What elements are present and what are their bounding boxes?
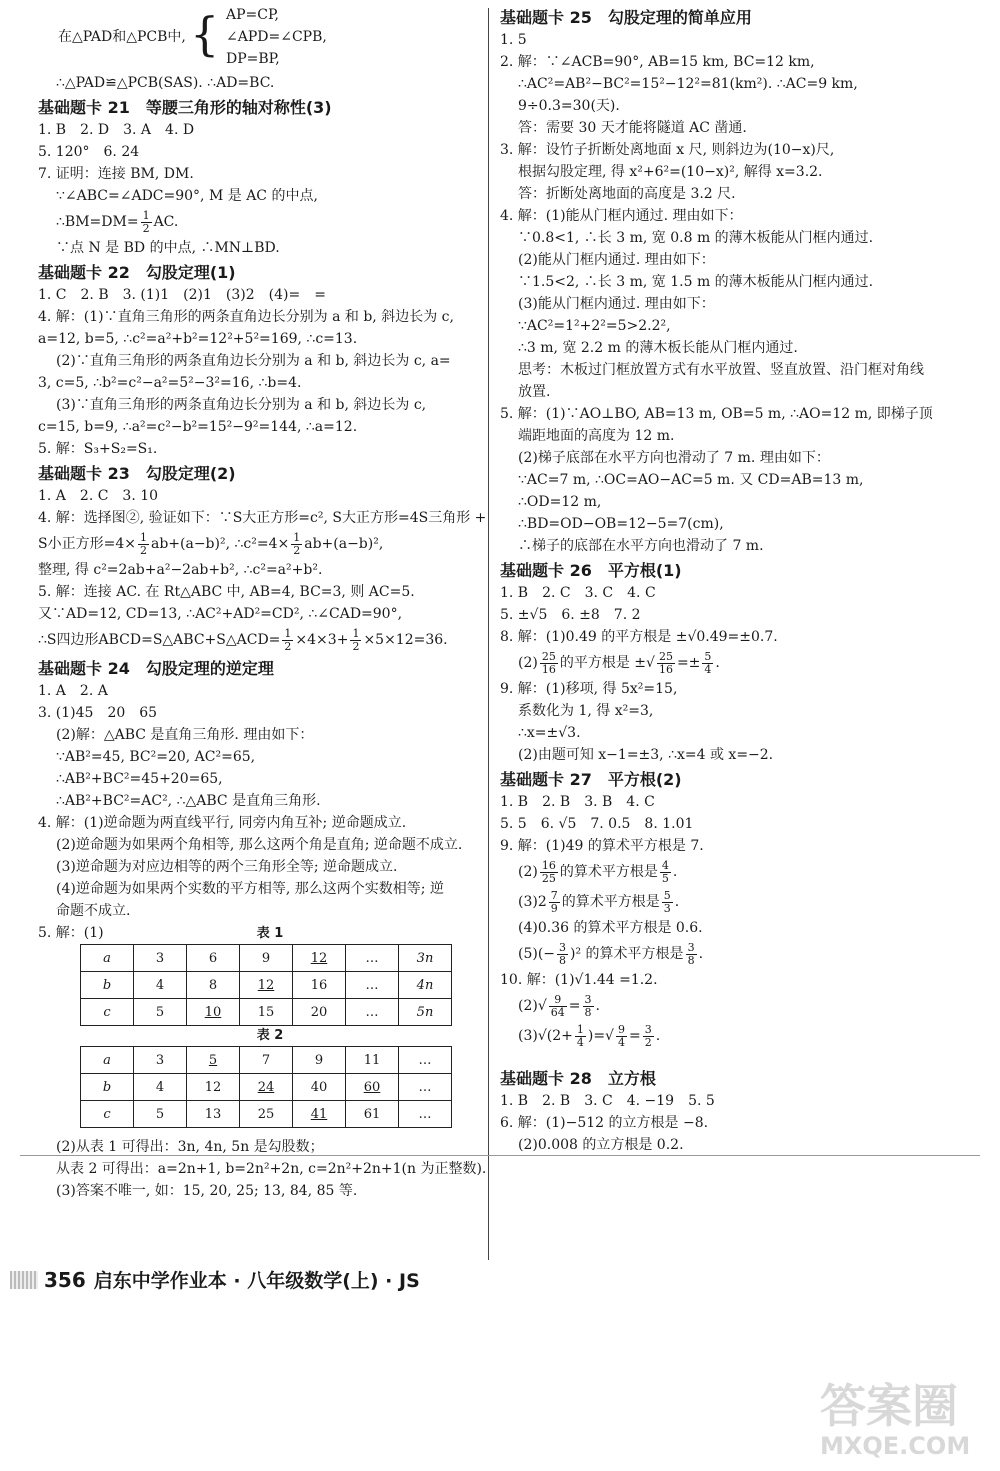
text: 的算术平方根是: [559, 864, 658, 880]
answer-line: ∴x=±√3.: [518, 725, 581, 741]
answer-line: [500, 857, 950, 887]
answer-line: 4. 解：选择图②, 验证如下：∵S大正方形=c², S大正方形=4S三角形 +: [38, 510, 487, 526]
table-cell: 8: [187, 972, 240, 999]
cell-text: 41: [310, 1106, 328, 1122]
table-cell: …: [399, 1101, 452, 1128]
answer-line: (3)答案不唯一, 如：15, 20, 25; 13, 84, 85 等.: [56, 1183, 358, 1199]
table-1-caption: 表 1: [256, 926, 284, 941]
denominator: 2: [293, 543, 301, 557]
section-heading-21: 基础题卡 21 等腰三角形的轴对称性(3): [38, 98, 332, 117]
answer-line: ∵AB²=45, BC²=20, AC²=65,: [56, 749, 256, 765]
answer-line: 1. A 2. C 3. 10: [38, 488, 159, 504]
fraction: [616, 1024, 627, 1049]
text: ab+(a−b)²,: [304, 536, 384, 552]
answer-line: ∵0.8<1, ∴长 3 m, 宽 0.8 m 的薄木板能从门框内通过.: [518, 230, 874, 246]
text: =±: [676, 655, 701, 671]
intro-line: DP=BP,: [226, 51, 280, 67]
table-cell: …: [346, 999, 399, 1026]
denominator: 25: [541, 871, 556, 885]
answer-line: ∴AB²+BC²=AC², ∴△ABC 是直角三角形.: [56, 793, 321, 809]
answer-line: (2)∵直角三角形的两条直角边长分别为 a 和 b, 斜边长为 c, a=: [56, 353, 451, 369]
answer-line: 4. 解：(1)逆命题为两直线平行, 同旁内角互补; 逆命题成立.: [38, 815, 407, 831]
cell-text: 60: [363, 1079, 381, 1095]
answer-line: [500, 648, 950, 678]
answer-line: ∴梯子的底部在水平方向也滑动了 7 m.: [518, 538, 764, 554]
answer-line: (2)0.008 的立方根是 0.2.: [518, 1137, 684, 1153]
answer-line: (3)逆命题为对应边相等的两个三角形全等; 逆命题成立.: [56, 859, 398, 875]
book-title: 启东中学作业本 · 八年级数学(上) · JS: [93, 1270, 420, 1292]
table-cell: 5: [134, 999, 187, 1026]
answer-line: 5. 解：(1)∵AO⊥BO, AB=13 m, OB=5 m, ∴AO=12 m, 即梯子顶: [500, 406, 933, 422]
numerator: 1: [293, 530, 301, 544]
section-heading-23: 基础题卡 23 勾股定理(2): [38, 464, 236, 483]
fraction: [350, 628, 361, 653]
denominator: 2: [142, 221, 150, 235]
table-cell: 40: [293, 1074, 346, 1101]
fraction: [686, 942, 697, 967]
denominator: 16: [541, 662, 556, 676]
numerator: 7: [550, 888, 558, 902]
table-cell: 7: [240, 1047, 293, 1074]
numerator: 16: [541, 858, 556, 872]
fraction: [549, 994, 567, 1019]
text: (3)√(2+: [518, 1028, 573, 1044]
answer-line: ∴OD=12 m,: [518, 494, 602, 510]
table-cell: 5: [134, 1101, 187, 1128]
text: 的平方根是 ±√: [559, 655, 655, 671]
section-heading-27: 基础题卡 27 平方根(2): [500, 770, 682, 789]
text: .: [698, 946, 704, 962]
table-cell: 4n: [399, 972, 452, 999]
fraction: [557, 942, 568, 967]
answer-line: (2)解：△ABC 是直角三角形. 理由如下：: [56, 727, 314, 743]
answer-line: 1. B 2. B 3. C 4. −19 5. 5: [500, 1093, 715, 1109]
table-row: [81, 1074, 452, 1101]
denominator: 2: [139, 543, 147, 557]
denominator: 3: [663, 901, 671, 915]
cell-text: 24: [257, 1079, 275, 1095]
denominator: 4: [704, 662, 712, 676]
answer-line: (2)由题可知 x−1=±3, ∴x=4 或 x=−2.: [518, 747, 774, 763]
numerator: 3: [559, 940, 567, 954]
text: ×5×12=36.: [363, 632, 448, 648]
numerator: 1: [142, 208, 150, 222]
table-row: [81, 999, 452, 1026]
answer-line: 1. A 2. A: [38, 683, 108, 699]
answer-line: 又∵AD=12, CD=13, ∴AC²+AD²=CD², ∴∠CAD=90°,: [38, 606, 403, 622]
numerator: 3: [644, 1022, 652, 1036]
fraction: [540, 651, 558, 676]
answer-line: [500, 991, 950, 1021]
text: ab+(a−b)², ∴c²=4×: [150, 536, 290, 552]
table-cell: 20: [293, 999, 346, 1026]
section-heading-26: 基础题卡 26 平方根(1): [500, 561, 682, 580]
table-2-caption: 表 2: [256, 1028, 284, 1043]
denominator: 8: [687, 953, 695, 967]
fraction: [138, 532, 149, 557]
answer-line: [38, 207, 488, 237]
answer-line: [38, 625, 488, 655]
answer-line: [500, 939, 950, 969]
numerator: 9: [617, 1022, 625, 1036]
answer-line: 端距地面的高度为 12 m.: [518, 428, 675, 444]
left-column: [38, 4, 488, 1202]
table-2: [80, 1046, 452, 1128]
denominator: 16: [658, 662, 673, 676]
answer-line: 3. 解：设竹子折断处离地面 x 尺, 则斜边为(10−x)尺,: [500, 142, 835, 158]
answer-line: 9. 解：(1)移项, 得 5x²=15,: [500, 681, 678, 697]
numerator: 3: [687, 940, 695, 954]
table-cell: 11: [346, 1047, 399, 1074]
text: ∴S四边形ABCD=S△ABC+S△ACD=: [38, 632, 281, 648]
answer-line: 10. 解：(1)√1.44 =1.2.: [500, 972, 658, 988]
column-divider: [488, 8, 489, 1260]
table-cell: [293, 945, 346, 972]
table-cell: 5n: [399, 999, 452, 1026]
numerator: 25: [658, 649, 673, 663]
table-cell: 3: [134, 945, 187, 972]
table-cell: 12: [187, 1074, 240, 1101]
answer-line: ∴BD=OD−OB=12−5=7(cm),: [518, 516, 724, 532]
fraction: [643, 1024, 654, 1049]
section-heading-22: 基础题卡 22 勾股定理(1): [38, 263, 236, 282]
table-cell: …: [399, 1074, 452, 1101]
answer-line: (4)逆命题为如果两个实数的平方相等, 那么这两个实数相等; 逆: [56, 881, 444, 897]
answer-line: ∵AC²=1²+2²=5>2.2²,: [518, 318, 671, 334]
answer-line: 5. 解：S₃+S₂=S₁.: [38, 441, 158, 457]
table-cell: 6: [187, 945, 240, 972]
table-cell: …: [399, 1047, 452, 1074]
text: (2): [518, 655, 538, 671]
table-cell: c: [81, 999, 134, 1026]
answer-line: (2)从表 1 可得出：3n, 4n, 5n 是勾股数；: [56, 1139, 324, 1155]
denominator: 4: [576, 1035, 584, 1049]
watermark-text: 答案圈: [820, 1379, 958, 1433]
table-cell: a: [81, 1047, 134, 1074]
answer-line: (3)∵直角三角形的两条直角边长分别为 a 和 b, 斜边长为 c,: [56, 397, 427, 413]
intro-block: [38, 4, 488, 72]
fraction: [662, 890, 673, 915]
answer-line: 答：折断处离地面的高度是 3.2 尺.: [518, 186, 736, 202]
text: AC.: [153, 214, 179, 230]
answer-line: 5. 解：(1): [38, 925, 104, 941]
text: .: [672, 864, 678, 880]
table-row: [81, 1047, 452, 1074]
watermark-logo: [820, 1380, 990, 1460]
numerator: 5: [704, 649, 712, 663]
text: (3)2: [518, 894, 547, 910]
table-cell: 25: [240, 1101, 293, 1128]
table-cell: 4: [134, 1074, 187, 1101]
answer-line: [38, 529, 488, 559]
numerator: 1: [284, 626, 292, 640]
text: )² 的算术平方根是: [570, 946, 684, 962]
table-cell: [293, 1101, 346, 1128]
numerator: 25: [541, 649, 556, 663]
answer-line: ∵点 N 是 BD 的中点, ∴MN⊥BD.: [56, 240, 280, 256]
section-heading-25: 基础题卡 25 勾股定理的简单应用: [500, 8, 752, 27]
table-cell: [346, 1074, 399, 1101]
numerator: 1: [139, 530, 147, 544]
answer-line: 9. 解：(1)49 的算术平方根是 7.: [500, 838, 704, 854]
answer-line: 5. 5 6. √5 7. 0.5 8. 1.01: [500, 816, 694, 832]
table-cell: 16: [293, 972, 346, 999]
fraction: [549, 890, 560, 915]
answer-line: (3)能从门框内通过. 理由如下：: [518, 296, 715, 312]
denominator: 8: [584, 1005, 592, 1019]
text: .: [715, 655, 720, 671]
numerator: 4: [661, 858, 669, 872]
brace-symbol: {: [190, 7, 220, 61]
answer-line: [500, 1021, 950, 1051]
answer-line: 1. B 2. B 3. B 4. C: [500, 794, 655, 810]
answer-line: (2)能从门框内通过. 理由如下：: [518, 252, 715, 268]
fraction: [540, 860, 558, 885]
answer-line: 整理, 得 c²=2ab+a²−2ab+b², ∴c²=a²+b².: [38, 562, 323, 578]
table-cell: 3: [134, 1047, 187, 1074]
text: (5)(−: [518, 946, 556, 962]
answer-line: 7. 证明：连接 BM, DM.: [38, 166, 194, 182]
table-row: [81, 972, 452, 999]
answer-line: 1. C 2. B 3. (1)1 (2)1 (3)2 (4)= =: [38, 287, 326, 303]
answer-line: a=12, b=5, ∴c²=a²+b²=12²+5²=169, ∴c=13.: [38, 331, 358, 347]
table-cell: 4: [134, 972, 187, 999]
table-cell: b: [81, 1074, 134, 1101]
intro-conclusion: ∴△PAD≌△PCB(SAS). ∴AD=BC.: [56, 75, 275, 91]
fraction: [657, 651, 675, 676]
table-cell: …: [346, 972, 399, 999]
denominator: 8: [559, 953, 567, 967]
answer-line: 6. 解：(1)−512 的立方根是 −8.: [500, 1115, 709, 1131]
table-cell: 15: [240, 999, 293, 1026]
text: )=√: [587, 1028, 614, 1044]
answer-line: ∵AC=7 m, ∴OC=AO−AC=5 m. 又 CD=AB=13 m,: [518, 472, 864, 488]
cell-text: 12: [257, 977, 275, 993]
answer-line: 8. 解：(1)0.49 的平方根是 ±√0.49=±0.7.: [500, 629, 778, 645]
table-row: [81, 945, 452, 972]
cell-text: 12: [310, 950, 328, 966]
text: (2)√: [518, 998, 547, 1014]
answer-line: c=15, b=9, ∴a²=c²−b²=15²−9²=144, ∴a=12.: [38, 419, 358, 435]
text: =: [568, 998, 581, 1014]
answer-line: ∴AB²+BC²=45+20=65,: [56, 771, 223, 787]
table-cell: [187, 1047, 240, 1074]
table-cell: 9: [240, 945, 293, 972]
answer-line: 5. 120° 6. 24: [38, 144, 140, 160]
denominator: 2: [644, 1035, 652, 1049]
denominator: 64: [550, 1005, 565, 1019]
intro-line: AP=CP,: [226, 7, 280, 23]
numerator: 9: [549, 994, 567, 1007]
answer-line: 3, c=5, ∴b²=c²−a²=5²−3²=16, ∴b=4.: [38, 375, 302, 391]
page-footer: [10, 1266, 420, 1293]
text: ∴BM=DM=: [56, 214, 139, 230]
text: S小正方形=4×: [38, 536, 136, 552]
answer-line: (2)梯子底部在水平方向也滑动了 7 m. 理由如下：: [518, 450, 830, 466]
denominator: 4: [617, 1035, 625, 1049]
answer-line: 系数化为 1, 得 x²=3,: [518, 703, 654, 719]
table-cell: [187, 999, 240, 1026]
numerator: 1: [576, 1022, 584, 1036]
table-cell: c: [81, 1101, 134, 1128]
denominator: 5: [661, 871, 669, 885]
answer-line: 答：需要 30 天才能将隧道 AC 凿通.: [518, 120, 747, 136]
right-column: [500, 4, 950, 1156]
denominator: 2: [352, 639, 360, 653]
answer-line: 4. 解：(1)∵直角三角形的两条直角边长分别为 a 和 b, 斜边长为 c,: [38, 309, 454, 325]
denominator: 9: [550, 901, 558, 915]
fraction: [702, 651, 713, 676]
intro-prefix: 在△PAD和△PCB中,: [58, 29, 186, 45]
answer-line: 1. 5: [500, 32, 527, 48]
answer-line: ∴3 m, 宽 2.2 m 的薄木板长能从门框内通过.: [518, 340, 798, 356]
table-row: [81, 1101, 452, 1128]
denominator: 2: [284, 639, 292, 653]
answer-line: 命题不成立.: [56, 903, 131, 919]
answer-line: 从表 2 可得出：a=2n+1, b=2n²+2n, c=2n²+2n+1(n 为正整数).: [56, 1161, 487, 1177]
table-cell: a: [81, 945, 134, 972]
answer-line: [500, 887, 950, 917]
page-number: 356: [44, 1267, 86, 1292]
numerator: 3: [584, 992, 592, 1006]
table-1: [80, 944, 452, 1026]
text: .: [595, 998, 600, 1014]
footer-decoration: [10, 1271, 38, 1289]
answer-line: 9÷0.3=30(天).: [518, 98, 620, 114]
text: .: [655, 1028, 661, 1044]
fraction: [141, 210, 152, 235]
intro-line: ∠APD=∠CPB,: [226, 29, 327, 45]
section-heading-24: 基础题卡 24 勾股定理的逆定理: [38, 659, 274, 678]
table-cell: 61: [346, 1101, 399, 1128]
text: .: [674, 894, 680, 910]
cell-text: 5: [208, 1052, 218, 1068]
answer-line: 4. 解：(1)能从门框内通过. 理由如下：: [500, 208, 743, 224]
table-cell: 3n: [399, 945, 452, 972]
text: 的算术平方根是: [561, 894, 660, 910]
answer-line: 5. ±√5 6. ±8 7. 2: [500, 607, 641, 623]
numerator: 5: [663, 888, 671, 902]
numerator: 1: [352, 626, 360, 640]
answer-line: 5. 解：连接 AC. 在 Rt△ABC 中, AB=4, BC=3, 则 AC=5.: [38, 584, 415, 600]
answer-line: ∵1.5<2, ∴长 3 m, 宽 1.5 m 的薄木板能从门框内通过.: [518, 274, 874, 290]
table-cell: 13: [187, 1101, 240, 1128]
fraction: [291, 532, 302, 557]
section-heading-28: 基础题卡 28 立方根: [500, 1069, 656, 1088]
fraction: [575, 1024, 586, 1049]
answer-line: 1. B 2. C 3. C 4. C: [500, 585, 656, 601]
answer-line: 根据勾股定理, 得 x²+6²=(10−x)², 解得 x=3.2.: [518, 164, 823, 180]
table-cell: [240, 972, 293, 999]
text: =: [628, 1028, 641, 1044]
answer-line: (2)逆命题为如果两个角相等, 那么这两个角是直角; 逆命题不成立.: [56, 837, 463, 853]
cell-text: 10: [204, 1004, 222, 1020]
table-cell: [240, 1074, 293, 1101]
table-cell: 9: [293, 1047, 346, 1074]
answer-line: 放置.: [518, 384, 551, 400]
text: (2): [518, 864, 538, 880]
answer-line: ∴AC²=AB²−BC²=15²−12²=81(km²). ∴AC=9 km,: [518, 76, 858, 92]
table-cell: b: [81, 972, 134, 999]
answer-line: 1. B 2. D 3. A 4. D: [38, 122, 195, 138]
fraction: [660, 860, 671, 885]
answer-line: 2. 解：∵∠ACB=90°, AB=15 km, BC=12 km,: [500, 54, 815, 70]
answer-line: 3. (1)45 20 65: [38, 705, 158, 721]
answer-line: 思考：木板过门框放置方式有水平放置、竖直放置、沿门框对角线: [518, 362, 924, 378]
text: ×4×3+: [295, 632, 349, 648]
answer-line: (4)0.36 的算术平方根是 0.6.: [518, 920, 703, 936]
fraction: [282, 628, 293, 653]
answer-line: ∵∠ABC=∠ADC=90°, M 是 AC 的中点,: [56, 188, 318, 204]
watermark-url: MXQE.COM: [820, 1432, 971, 1460]
fraction: [583, 994, 594, 1019]
table-cell: …: [346, 945, 399, 972]
